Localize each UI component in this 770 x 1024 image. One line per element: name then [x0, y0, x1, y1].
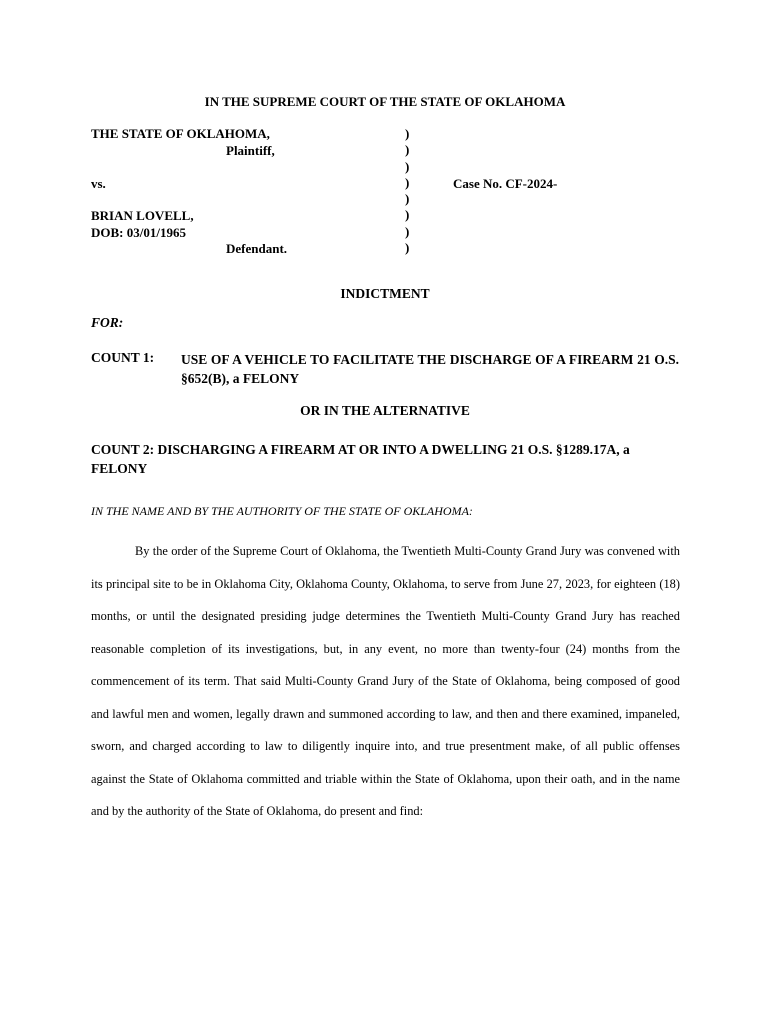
caption-paren: ): [405, 240, 410, 256]
caption-paren: ): [405, 191, 410, 207]
defendant-dob: DOB: 03/01/1965: [91, 225, 186, 240]
count2-text: COUNT 2: DISCHARGING A FIREARM AT OR INTO A DWELLING 21 O.S. §1289.17A, a FELONY: [91, 442, 630, 476]
caption-paren: ): [405, 126, 410, 141]
count1-label: COUNT 1:: [91, 350, 155, 365]
alternative-heading: OR IN THE ALTERNATIVE: [300, 403, 470, 418]
caption-paren: ): [405, 207, 410, 223]
for-label: FOR:: [91, 315, 124, 330]
count1-text: USE OF A VEHICLE TO FACILITATE THE DISCHARGE OF A FIREARM 21 O.S. §652(B), a FELONY: [181, 352, 679, 386]
court-title: IN THE SUPREME COURT OF THE STATE OF OKLAHOMA: [204, 94, 566, 109]
caption-paren: ): [405, 223, 410, 239]
case-number: Case No. CF-2024-: [453, 176, 558, 191]
caption-paren: ): [405, 142, 410, 158]
versus-label: vs.: [91, 176, 106, 191]
plaintiff-role: Plaintiff,: [226, 143, 275, 158]
authority-heading: IN THE NAME AND BY THE AUTHORITY OF THE STATE OF OKLAHOMA:: [91, 504, 473, 518]
document-title: INDICTMENT: [340, 286, 430, 301]
caption-paren: ): [405, 158, 410, 174]
caption-parentheses: [405, 126, 409, 256]
plaintiff-name: THE STATE OF OKLAHOMA,: [91, 126, 270, 141]
body-paragraph: By the order of the Supreme Court of Oklahoma, the Twentieth Multi-County Grand Jury was convened with its principal site to be in Oklahoma City, Oklahoma County, Oklahoma, to serve from June 27, 2023, for eighteen (18) months, or until the designated presiding judge determines the Twentieth Multi-County Grand Jury has reached reasonable completion of its investigations, but, in any event, no more than twenty-four (24) months from the commencement of its term. That said Multi-County Grand Jury of the State of Oklahoma, being composed of good and lawful men and women, legally drawn and summoned according to law, and then and there examined, impaneled, sworn, and charged according to law to diligently inquire into, and true presentment make, of all public offenses against the State of Oklahoma committed and triable within the State of Oklahoma, upon their oath, and in the name and by the authority of the State of Oklahoma, do present and find:: [91, 544, 680, 818]
caption-paren: ): [405, 174, 410, 190]
defendant-name: BRIAN LOVELL,: [91, 208, 194, 223]
defendant-role: Defendant.: [226, 241, 288, 256]
